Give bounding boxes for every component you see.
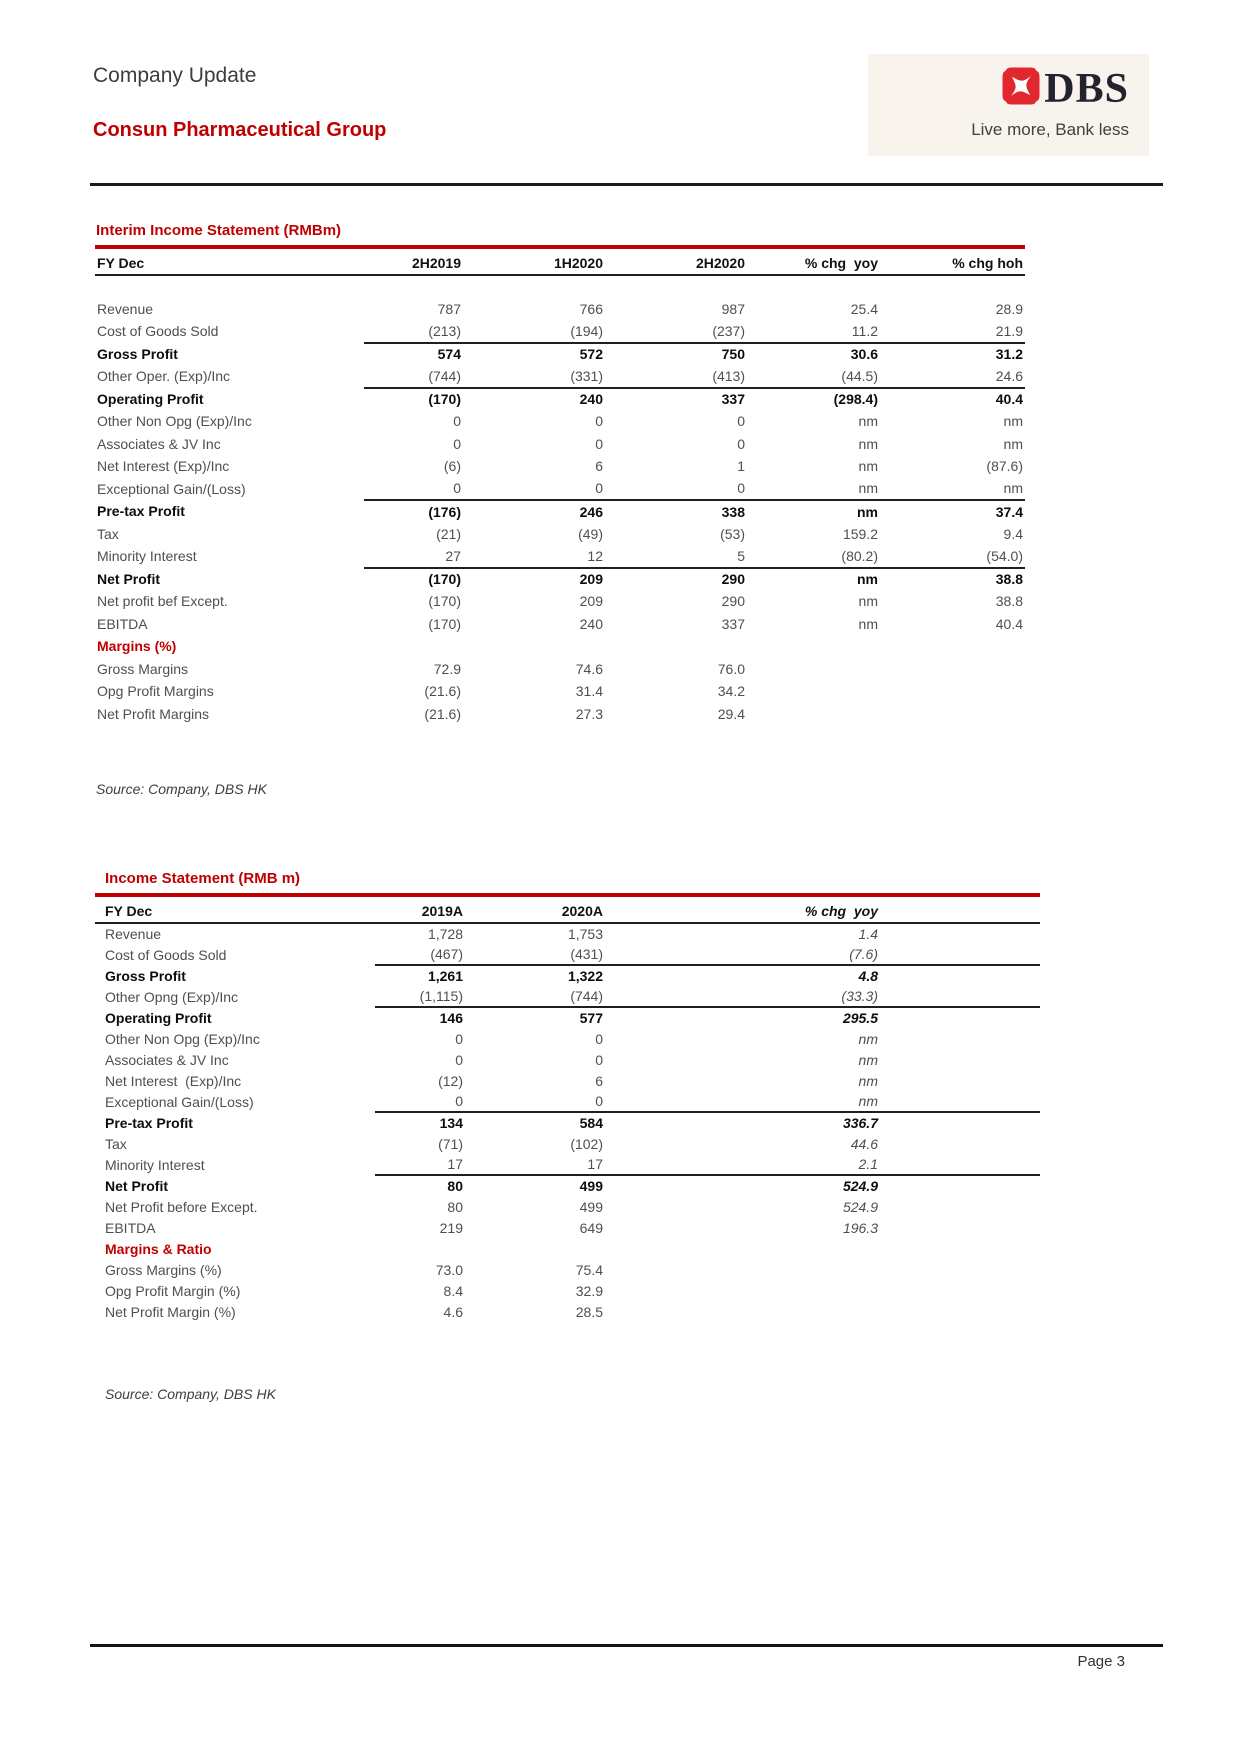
cell-value: 499 — [465, 1175, 605, 1196]
cell-value: 8.4 — [443, 1282, 463, 1299]
cell-value: nm — [858, 1051, 878, 1068]
column-header: % chg hoh — [880, 249, 1025, 275]
cell-value: (176) — [364, 500, 463, 523]
cell-value: 9.4 — [1003, 525, 1023, 542]
cell-value: 6 — [595, 458, 603, 475]
spacer-cell — [880, 1154, 1040, 1175]
cell-value: 649 — [579, 1219, 603, 1236]
cell-value: 0 — [595, 413, 603, 430]
cell-value — [463, 635, 605, 658]
row-label: Exceptional Gain/(Loss) — [97, 480, 246, 497]
cell-value: 524.9 — [605, 1175, 880, 1196]
cell-value: (213) — [428, 322, 461, 339]
cell-value: 295.5 — [605, 1007, 880, 1028]
income-statement-section — [95, 870, 1040, 1322]
cell-value: (170) — [428, 615, 461, 632]
spacer-cell — [880, 1259, 1040, 1280]
column-header: 1H2020 — [463, 249, 605, 275]
cell-value: 577 — [465, 1007, 605, 1028]
row-label: Exceptional Gain/(Loss) — [105, 1093, 254, 1110]
cell-value: 0 — [595, 1030, 603, 1047]
row-label: Opg Profit Margin (%) — [105, 1282, 241, 1299]
row-label: Other Opng (Exp)/Inc — [105, 988, 239, 1005]
cell-value: nm — [747, 568, 880, 591]
row-label: Revenue — [97, 300, 154, 317]
cell-value: 240 — [579, 615, 603, 632]
cell-value: 27 — [445, 547, 461, 564]
cell-value: 2.1 — [858, 1156, 878, 1172]
cell-value — [605, 1238, 880, 1259]
cell-value: 290 — [721, 593, 745, 610]
cell-value: 29.4 — [717, 705, 745, 722]
dbs-star-icon — [1001, 66, 1041, 111]
cell-value: 74.6 — [575, 660, 603, 677]
cell-value — [605, 1259, 880, 1280]
cell-value: 336.7 — [605, 1112, 880, 1133]
cell-value — [747, 680, 880, 703]
cell-value: (413) — [712, 367, 745, 384]
cell-value: (1,115) — [419, 988, 463, 1004]
table-title: Income Statement (RMB m) — [105, 870, 301, 887]
cell-value: 21.9 — [995, 322, 1023, 339]
cell-value: 28.5 — [575, 1303, 603, 1320]
spacer-cell — [880, 986, 1040, 1007]
cell-value: (7.6) — [849, 946, 878, 962]
cell-value: 4.8 — [605, 965, 880, 986]
row-label: Tax — [105, 1135, 127, 1152]
cell-value — [364, 635, 463, 658]
cell-value: (102) — [570, 1135, 603, 1152]
cell-value: (44.5) — [841, 367, 878, 384]
cell-value: (194) — [570, 322, 603, 339]
income-statement-table — [95, 897, 1040, 1322]
cell-value: nm — [858, 593, 878, 610]
spacer-cell — [880, 944, 1040, 965]
cell-value: 0 — [595, 480, 603, 497]
cell-value: 75.4 — [575, 1261, 603, 1278]
cell-value: (80.2) — [841, 547, 878, 564]
cell-value: 574 — [364, 343, 463, 366]
row-label: Minority Interest — [97, 548, 197, 565]
spacer-cell — [880, 923, 1040, 944]
cell-value: (170) — [364, 388, 463, 411]
row-label: Revenue — [105, 926, 162, 942]
header-divider — [90, 183, 1163, 186]
cell-value: (71) — [438, 1135, 463, 1152]
interim-income-statement-table — [95, 249, 1025, 725]
dbs-logo-text: DBS — [1044, 65, 1129, 112]
row-label: Net Profit — [97, 570, 160, 587]
row-label: Associates & JV Inc — [105, 1051, 229, 1068]
row-label: Pre-tax Profit — [97, 503, 185, 520]
spacer-cell — [880, 1280, 1040, 1301]
row-label-header: FY Dec — [95, 897, 375, 923]
row-label-header: FY Dec — [95, 249, 364, 275]
cell-value: 0 — [455, 1051, 463, 1068]
cell-value: 38.8 — [880, 568, 1025, 591]
cell-value: (33.3) — [841, 988, 878, 1004]
row-label: Gross Profit — [105, 967, 186, 984]
cell-value — [747, 635, 880, 658]
cell-value: 31.2 — [880, 343, 1025, 366]
cell-value: 0 — [455, 1030, 463, 1047]
column-header: 2H2019 — [364, 249, 463, 275]
spacer-cell — [880, 1217, 1040, 1238]
cell-value: nm — [747, 500, 880, 523]
cell-value: 0 — [453, 480, 461, 497]
spacer-cell — [880, 1091, 1040, 1112]
cell-value: 290 — [605, 568, 747, 591]
cell-value: (21.6) — [424, 705, 461, 722]
cell-value: 37.4 — [880, 500, 1025, 523]
cell-value: 240 — [463, 388, 605, 411]
cell-value: 24.6 — [995, 367, 1023, 384]
cell-value: 499 — [579, 1198, 603, 1215]
cell-value: 44.6 — [850, 1135, 878, 1152]
cell-value — [605, 635, 747, 658]
cell-value: nm — [858, 435, 878, 452]
cell-value: 80 — [447, 1198, 463, 1215]
spacer-cell — [880, 1070, 1040, 1091]
cell-value: 750 — [605, 343, 747, 366]
cell-value: 12 — [587, 547, 603, 564]
cell-value: (21) — [436, 525, 461, 542]
cell-value: 27.3 — [575, 705, 603, 722]
spacer-cell — [880, 1175, 1040, 1196]
row-label: Opg Profit Margins — [97, 683, 214, 700]
cell-value: 1 — [737, 458, 745, 475]
row-label: Gross Margins — [97, 660, 189, 677]
row-label: Net profit bef Except. — [97, 593, 228, 610]
cell-value: 1,753 — [567, 926, 603, 942]
cell-value: 40.4 — [880, 388, 1025, 411]
cell-value: 72.9 — [433, 660, 461, 677]
cell-value: 219 — [439, 1219, 463, 1236]
row-label: Other Non Opg (Exp)/Inc — [105, 1030, 260, 1047]
cell-value: 0 — [595, 1051, 603, 1068]
cell-value: (431) — [570, 946, 603, 962]
column-header: % chg yoy — [747, 249, 880, 275]
column-header: % chg yoy — [605, 897, 880, 923]
column-header: 2020A — [465, 897, 605, 923]
cell-value: 146 — [375, 1007, 465, 1028]
cell-value: 337 — [721, 615, 745, 632]
cell-value: 787 — [437, 300, 461, 317]
footer-divider — [90, 1644, 1163, 1647]
cell-value: 17 — [587, 1156, 603, 1172]
cell-value: (49) — [578, 525, 603, 542]
cell-value: 0 — [453, 413, 461, 430]
cell-value: 1.4 — [858, 926, 878, 942]
cell-value: 524.9 — [842, 1198, 878, 1215]
cell-value: nm — [858, 1072, 878, 1089]
brand-tagline: Live more, Bank less — [971, 120, 1129, 139]
spacer-cell — [880, 1007, 1040, 1028]
spacer-cell — [880, 1049, 1040, 1070]
cell-value: 134 — [375, 1112, 465, 1133]
row-label: Other Non Opg (Exp)/Inc — [97, 413, 252, 430]
spacer-cell — [880, 1301, 1040, 1322]
row-label: Net Profit — [105, 1177, 168, 1194]
cell-value: nm — [1003, 413, 1023, 430]
cell-value: nm — [858, 615, 878, 632]
cell-value: (331) — [570, 367, 603, 384]
row-label: Net Interest (Exp)/Inc — [105, 1072, 242, 1089]
row-label: Gross Margins (%) — [105, 1261, 222, 1278]
cell-value: 0 — [455, 1093, 463, 1109]
cell-value: 338 — [605, 500, 747, 523]
cell-value: 34.2 — [717, 683, 745, 700]
cell-value: 25.4 — [850, 300, 878, 317]
cell-value: 209 — [579, 593, 603, 610]
cell-value: 31.4 — [575, 683, 603, 700]
source-note: Source: Company, DBS HK — [96, 781, 267, 797]
cell-value: 1,728 — [427, 926, 463, 942]
cell-value: (467) — [430, 946, 463, 962]
cell-value: 0 — [737, 435, 745, 452]
cell-value: (170) — [428, 593, 461, 610]
spacer-cell — [880, 1028, 1040, 1049]
row-label: Tax — [97, 525, 119, 542]
row-label: Pre-tax Profit — [105, 1114, 193, 1131]
cell-value: 337 — [605, 388, 747, 411]
spacer-column — [880, 897, 1040, 923]
cell-value — [747, 658, 880, 681]
cell-value — [465, 1238, 605, 1259]
row-label: Other Oper. (Exp)/Inc — [97, 368, 231, 385]
cell-value — [747, 703, 880, 726]
cell-value: 209 — [463, 568, 605, 591]
cell-value: 5 — [737, 547, 745, 564]
cell-value: (21.6) — [424, 683, 461, 700]
cell-value: 196.3 — [842, 1219, 878, 1236]
cell-value: nm — [858, 480, 878, 497]
page-title: Consun Pharmaceutical Group — [93, 119, 387, 141]
cell-value: (6) — [443, 458, 461, 475]
cell-value: nm — [858, 458, 878, 475]
cell-value — [880, 680, 1025, 703]
cell-value: nm — [858, 1030, 878, 1047]
row-label: Operating Profit — [105, 1009, 212, 1026]
cell-value: 0 — [595, 1093, 603, 1109]
cell-value: 32.9 — [575, 1282, 603, 1299]
row-label: Gross Profit — [97, 345, 178, 362]
cell-value: 4.6 — [443, 1303, 463, 1320]
cell-value: (237) — [712, 322, 745, 339]
cell-value: 73.0 — [435, 1261, 463, 1278]
cell-value — [375, 1238, 465, 1259]
row-label: Cost of Goods Sold — [97, 323, 219, 340]
table-title: Interim Income Statement (RMBm) — [96, 222, 342, 239]
cell-value: 30.6 — [747, 343, 880, 366]
cell-value — [605, 1280, 880, 1301]
column-header: 2H2020 — [605, 249, 747, 275]
cell-value: 987 — [721, 300, 745, 317]
spacer-cell — [880, 1112, 1040, 1133]
dbs-brand-panel — [868, 54, 1149, 156]
cell-value: 1,261 — [375, 965, 465, 986]
cell-value: 0 — [595, 435, 603, 452]
cell-value: 76.0 — [717, 660, 745, 677]
cell-value: 17 — [447, 1156, 463, 1172]
cell-value: 246 — [463, 500, 605, 523]
cell-value: (87.6) — [986, 458, 1023, 475]
cell-value: (298.4) — [747, 388, 880, 411]
cell-value: nm — [858, 413, 878, 430]
spacer-cell — [880, 1196, 1040, 1217]
cell-value — [880, 703, 1025, 726]
row-label: Net Profit before Except. — [105, 1198, 258, 1215]
cell-value: 38.8 — [995, 593, 1023, 610]
cell-value: nm — [858, 1093, 878, 1109]
column-header: 2019A — [375, 897, 465, 923]
row-label: Minority Interest — [105, 1156, 205, 1173]
row-label: Operating Profit — [97, 390, 204, 407]
row-label: Margins & Ratio — [105, 1240, 212, 1257]
row-label: EBITDA — [97, 615, 148, 632]
row-label: Margins (%) — [97, 638, 177, 655]
cell-value: 572 — [463, 343, 605, 366]
dbs-logo — [1001, 66, 1129, 111]
cell-value: 1,322 — [465, 965, 605, 986]
cell-value: nm — [1003, 435, 1023, 452]
cell-value: (53) — [720, 525, 745, 542]
cell-value — [880, 658, 1025, 681]
cell-value — [605, 1301, 880, 1322]
row-label: Cost of Goods Sold — [105, 946, 227, 963]
cell-value: 80 — [375, 1175, 465, 1196]
row-label: Associates & JV Inc — [97, 435, 221, 452]
cell-value: 766 — [579, 300, 603, 317]
spacer-cell — [880, 965, 1040, 986]
row-label: Net Profit Margin (%) — [105, 1303, 236, 1320]
cell-value: (12) — [438, 1072, 463, 1089]
cell-value: (744) — [570, 988, 603, 1004]
page-number: Page 3 — [1077, 1653, 1125, 1670]
cell-value: (744) — [428, 367, 461, 384]
row-label: EBITDA — [105, 1219, 156, 1236]
cell-value — [880, 635, 1025, 658]
cell-value: 28.9 — [995, 300, 1023, 317]
cell-value: (54.0) — [986, 547, 1023, 564]
row-label: Net Profit Margins — [97, 705, 210, 722]
document-type: Company Update — [93, 64, 257, 87]
interim-income-statement-section — [95, 222, 1025, 725]
cell-value: 6 — [595, 1072, 603, 1089]
row-label: Net Interest (Exp)/Inc — [97, 458, 230, 475]
spacer-cell — [880, 1238, 1040, 1259]
cell-value: 40.4 — [995, 615, 1023, 632]
cell-value: 0 — [453, 435, 461, 452]
blank-row — [95, 275, 1025, 298]
cell-value: nm — [1003, 480, 1023, 497]
cell-value: (170) — [364, 568, 463, 591]
spacer-cell — [880, 1133, 1040, 1154]
cell-value: 11.2 — [851, 322, 878, 339]
cell-value: 0 — [737, 413, 745, 430]
cell-value: 0 — [737, 480, 745, 497]
source-note: Source: Company, DBS HK — [105, 1386, 276, 1402]
cell-value: 159.2 — [842, 525, 878, 542]
cell-value: 584 — [465, 1112, 605, 1133]
